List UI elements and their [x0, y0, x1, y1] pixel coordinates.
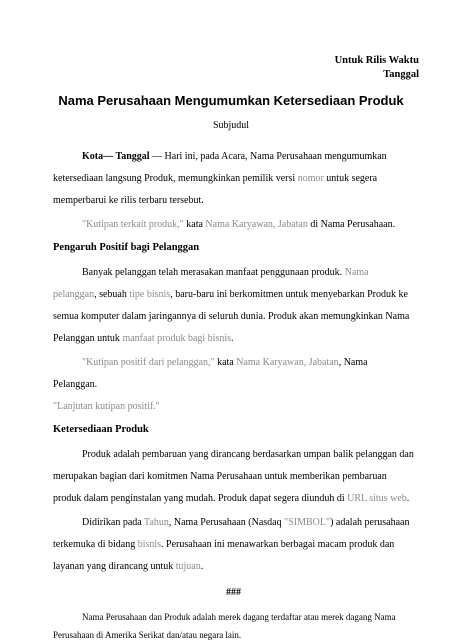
placeholder-purpose: tujuan — [175, 561, 201, 572]
dash: — — [103, 151, 116, 162]
release-time: Untuk Rilis Waktu — [334, 55, 419, 66]
text: untuk segera memperbarui ke rilis terbaru tersebut. — [53, 173, 378, 206]
placeholder-quote-continuation: "Lanjutan kutipan positif." — [53, 401, 160, 412]
placeholder-customer-name: Nama pelanggan — [53, 267, 369, 300]
company-name: Nama Perusahaan. — [320, 219, 396, 230]
paragraph-intro — [53, 146, 414, 212]
placeholder-employee-name: Nama Karyawan, Jabatan — [205, 219, 308, 230]
paragraph-quote-product — [53, 214, 414, 236]
text: . — [200, 561, 204, 572]
placeholder-product-quote: "Kutipan terkait produk," — [82, 219, 184, 230]
text: . Perusahaan ini menawarkan berbagai macam produk dan layanan yang dirancang untuk — [53, 539, 395, 572]
release-info — [335, 54, 419, 82]
placeholder-business-field: bisnis — [137, 539, 162, 550]
heading-positive-impact: Pengaruh Positif bagi Pelanggan — [53, 242, 200, 253]
text: Didirikan pada — [82, 517, 145, 528]
placeholder-number: nomor — [297, 173, 324, 184]
customer-name: Nama Pelanggan. — [53, 357, 368, 390]
release-date: Tanggal — [383, 69, 419, 80]
paragraph-availability — [53, 444, 414, 510]
placeholder-business-benefit: manfaat produk bagi bisnis — [122, 333, 232, 344]
end-marker: ### — [226, 587, 241, 598]
document-title: Nama Perusahaan Mengumumkan Ketersediaan Produk — [58, 93, 404, 108]
document-body — [53, 146, 414, 644]
text: , baru-baru ini berkomitmen untuk menyebarkan Produk ke semua komputer dalam jaringannya di seluruh dunia. Produk akan memungkinkan Nama Pelanggan untuk — [53, 289, 410, 344]
paragraph-quote-customer — [53, 352, 414, 418]
placeholder-customer-quote: "Kutipan positif dari pelanggan," — [82, 357, 215, 368]
text: kata — [183, 219, 206, 230]
text: , — [338, 357, 344, 368]
paragraph-customers — [53, 262, 414, 350]
placeholder-employee-name: Nama Karyawan, Jabatan — [236, 357, 339, 368]
text: ) adalah perusahaan terkemuka di bidang — [53, 517, 410, 550]
text: , sebuah — [94, 289, 130, 300]
paragraph-company-about — [53, 512, 414, 578]
trademark-footer: Nama Perusahaan dan Produk adalah merek dagang terdaftar atau merek dagang Nama Perusahaan di Amerika Serikat dan/atau negara lain. — [53, 612, 396, 640]
placeholder-year: Tahun — [144, 517, 169, 528]
city-label: Kota — [82, 151, 104, 162]
date-label: Tanggal — [115, 151, 150, 162]
heading-availability: Ketersediaan Produk — [53, 424, 149, 435]
text: di — [307, 219, 321, 230]
placeholder-symbol: "SIMBOL" — [284, 517, 331, 528]
text: — Hari ini, pada Acara, Nama Perusahaan mengumumkan ketersediaan langsung Produk, memungkinkan pemilik versi — [53, 151, 387, 184]
placeholder-website-url: URL situs web — [347, 493, 407, 504]
text: , Nama Perusahaan (Nasdaq — [168, 517, 285, 528]
text: Banyak pelanggan telah merasakan manfaat penggunaan produk. — [82, 267, 345, 278]
text: kata — [214, 357, 237, 368]
text: . — [406, 493, 410, 504]
placeholder-business-type: tipe bisnis — [129, 289, 171, 300]
text: Produk adalah pembaruan yang dirancang berdasarkan umpan balik pelanggan dan merupakan bagian dari komitmen Nama Perusahaan untuk memberikan pembaruan produk dalam penginstalan yang mudah. Produk dapat segera diunduh di — [53, 449, 414, 504]
text: . — [231, 333, 234, 344]
document-subtitle: Subjudul — [212, 120, 250, 131]
